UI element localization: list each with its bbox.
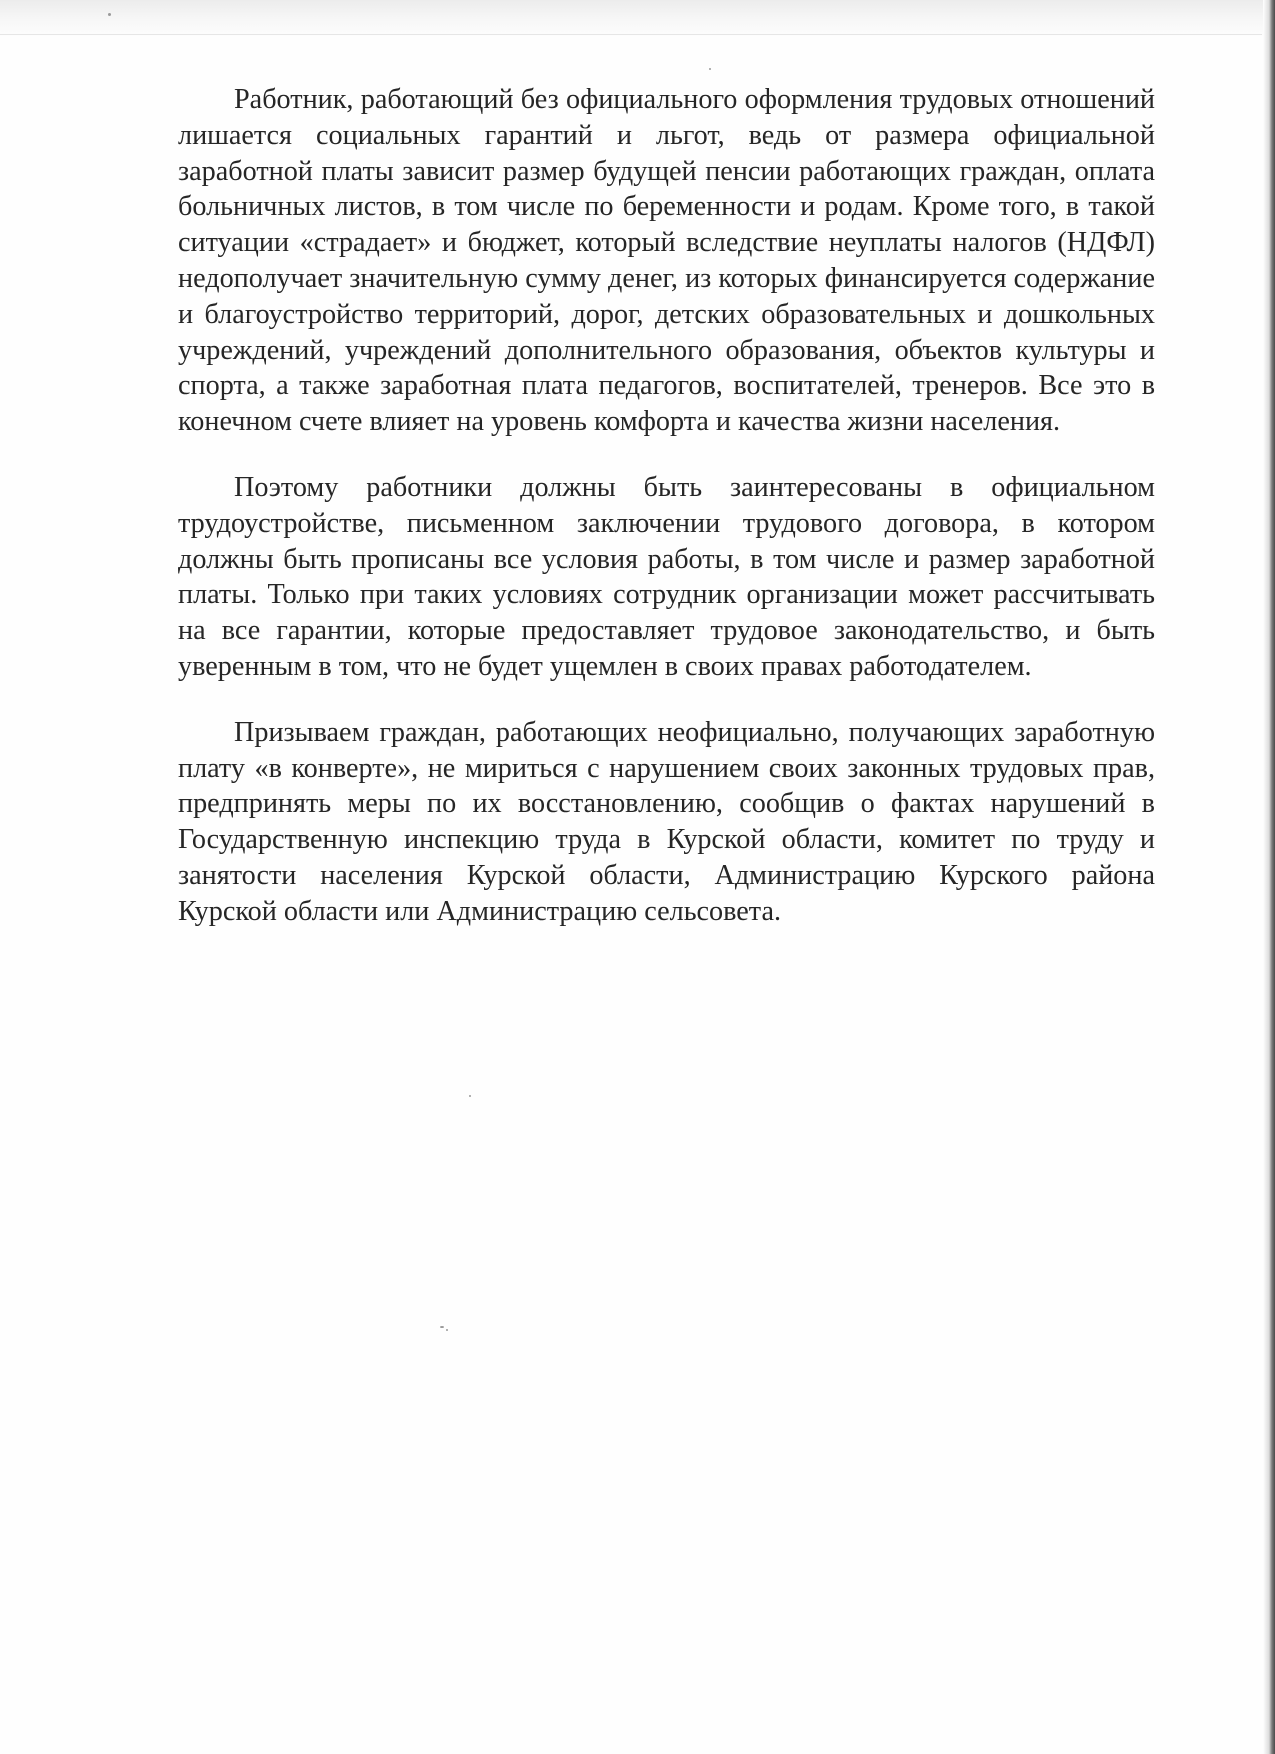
- scan-speck: [469, 1095, 471, 1097]
- scan-speck: [440, 1326, 444, 1328]
- paragraph-call-to-report-violations: Призываем граждан, работающих неофициально, получающих заработную плату «в конверте», не мириться с нарушением своих законных трудовых прав, предпринять меры по их восстановлению, сообщив о фактах нарушений в Государственную инспекцию труда в Курской области, комитет по труду и занятости населения Курской области, Администрацию Курского района Курской области или Администрацию сельсовета.: [178, 716, 1155, 927]
- scan-speck: [108, 13, 111, 16]
- paragraph-official-employment-interest: Поэтому работники должны быть заинтересованы в официальном трудоустройстве, письменном заключении трудового договора, в котором должны быть прописаны все условия работы, в том числе и размер заработной платы. Только при таких условиях сотрудник организации может рассчитывать на все гарантии, которые предоставляет трудовое законодательство, и быть уверенным в том, что не будет ущемлен в своих правах работодателем.: [178, 471, 1155, 682]
- scan-speck: [446, 1329, 448, 1331]
- scan-top-edge-line: [0, 34, 1262, 35]
- scan-top-shadow: [0, 0, 1275, 36]
- document-body: [178, 82, 1155, 960]
- scan-right-edge-shadow: [1263, 0, 1275, 1754]
- paragraph-informal-employment-consequences: Работник, работающий без официального оформления трудовых отношений лишается социальных гарантий и льгот, ведь от размера официальной заработной платы зависит размер будущей пенсии работающих граждан, оплата больничных листов, в том числе по беременности и родам. Кроме того, в такой ситуации «страдает» и бюджет, который вследствие неуплаты налогов (НДФЛ) недополучает значительную сумму денег, из которых финансируется содержание и благоустройство территорий, дорог, детских образовательных и дошкольных учреждений, учреждений дополнительного образования, объектов культуры и спорта, а также заработная плата педагогов, воспитателей, тренеров. Все это в конечном счете влияет на уровень комфорта и качества жизни населения.: [178, 84, 1155, 438]
- scan-speck: [709, 68, 711, 70]
